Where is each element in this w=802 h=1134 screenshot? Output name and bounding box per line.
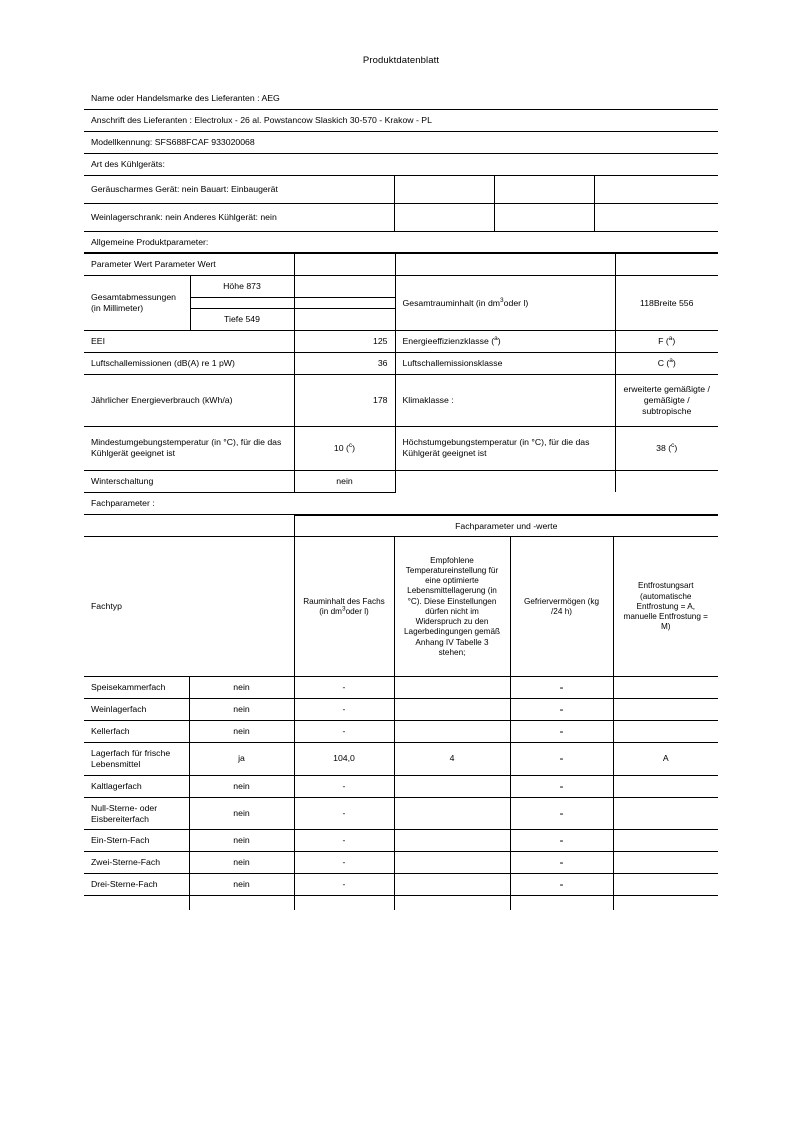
page-title: Produktdatenblatt <box>362 55 440 66</box>
table-row <box>84 830 718 852</box>
compartment-type: Zwei-Sterne-Fach <box>84 852 189 874</box>
winter-label: Winterschaltung <box>84 470 294 492</box>
compartment-volume: - <box>294 699 394 721</box>
compartment-defrost <box>613 721 718 743</box>
dimensions-empty-1 <box>294 276 395 298</box>
compartment-freezing-capacity <box>510 896 613 910</box>
compartment-present: nein <box>189 721 294 743</box>
cell-empty-2 <box>494 175 594 203</box>
compartment-defrost <box>613 699 718 721</box>
general-heading: Allgemeine Produktparameter: <box>84 231 718 253</box>
quiet-and-built-in: Geräuscharmes Gerät: nein Bauart: Einbaugerät <box>84 175 394 203</box>
min-temp-value-tail: ) <box>352 442 356 453</box>
compartment-volume: 104,0 <box>294 743 394 776</box>
table-row <box>84 743 718 776</box>
table-row <box>84 874 718 896</box>
col-header-volume <box>294 537 394 677</box>
col-header-defrost-type: Entfrostungsart (automatische Entfrostung = A, manuelle Entfrostung = M) <box>613 537 718 677</box>
compartment-present: nein <box>189 699 294 721</box>
energy-class-label-tail: ) <box>497 336 501 346</box>
compartment-volume <box>294 896 394 910</box>
compartment-defrost <box>613 677 718 699</box>
total-volume-label-text: Gesamtrauminhalt (in dm <box>402 297 501 308</box>
winter-row <box>84 470 718 492</box>
compartment-defrost <box>613 830 718 852</box>
compartment-temperature <box>394 874 510 896</box>
compartment-defrost: A <box>613 743 718 776</box>
supplier-name-row <box>84 88 718 109</box>
compartment-temperature <box>394 677 510 699</box>
compartment-type: Speisekammerfach <box>84 677 189 699</box>
compartment-type: Ein-Stern-Fach <box>84 830 189 852</box>
energy-class-value-tail: ) <box>672 336 676 346</box>
compartment-header-row <box>84 537 718 677</box>
compartment-type: Weinlagerfach <box>84 699 189 721</box>
compartment-defrost <box>613 775 718 797</box>
table-row <box>84 677 718 699</box>
noise-class-value <box>615 352 718 374</box>
compartment-freezing-capacity: - <box>510 677 613 699</box>
general-parameters-table <box>84 253 718 514</box>
noise-label: Luftschallemissionen (dB(A) re 1 pW) <box>84 352 294 374</box>
compartment-freezing-capacity: - <box>510 721 613 743</box>
compartment-present: nein <box>189 677 294 699</box>
compartment-temperature <box>394 721 510 743</box>
compartments-heading: Fachparameter : <box>84 492 718 514</box>
dimensions-label: Gesamtabmessungen (in Millimeter) <box>84 276 190 331</box>
cell-empty-6 <box>594 203 718 231</box>
compartment-group-empty-2 <box>189 515 294 537</box>
compartment-type <box>84 896 189 910</box>
compartment-present <box>189 896 294 910</box>
compartment-volume: - <box>294 775 394 797</box>
compartment-group-header: Fachparameter und -werte <box>294 515 718 537</box>
compartment-group-empty <box>84 515 189 537</box>
compartment-temperature <box>394 699 510 721</box>
energy-class-label <box>395 331 615 353</box>
compartment-present: nein <box>189 874 294 896</box>
general-heading-row <box>84 231 718 253</box>
col-header-type: Fachtyp <box>84 537 294 677</box>
total-volume-label-sup: 3 <box>500 296 504 304</box>
climate-class-label: Klimaklasse : <box>395 374 615 426</box>
param-header-empty-2 <box>395 254 615 276</box>
compartment-freezing-capacity: - <box>510 699 613 721</box>
compartment-freezing-capacity: - <box>510 797 613 830</box>
noise-class-value-tail: ) <box>672 357 676 368</box>
param-header-empty-3 <box>615 254 718 276</box>
eei-value: 125 <box>294 331 395 353</box>
table-row <box>84 852 718 874</box>
total-volume-value: 118Breite 556 <box>615 276 718 331</box>
compartment-present: ja <box>189 743 294 776</box>
param-header: Parameter Wert Parameter Wert <box>84 254 294 276</box>
appliance-type-heading-row <box>84 153 718 175</box>
table-row <box>84 775 718 797</box>
width-value <box>190 298 294 309</box>
compartment-present: nein <box>189 797 294 830</box>
compartment-temperature <box>394 852 510 874</box>
height-value: Höhe 873 <box>190 276 294 298</box>
eei-row <box>84 331 718 353</box>
winter-value: nein <box>294 470 395 492</box>
min-temp-value-sup: c <box>348 441 353 449</box>
compartment-table <box>84 515 718 910</box>
table-row <box>84 699 718 721</box>
energy-class-value <box>615 331 718 353</box>
compartment-freezing-capacity: - <box>510 743 613 776</box>
compartment-temperature <box>394 830 510 852</box>
compartment-temperature: 4 <box>394 743 510 776</box>
appliance-type-row-1 <box>84 175 718 203</box>
col-header-volume-sup: 3 <box>341 605 346 613</box>
min-temp-value-text: 10 ( <box>333 442 349 453</box>
compartment-type: Null-Sterne- oder Eisbereiterfach <box>84 797 189 830</box>
dimensions-empty-3 <box>294 309 395 331</box>
compartment-type: Lagerfach für frische Lebensmittel <box>84 743 189 776</box>
param-header-row <box>84 254 718 276</box>
energy-class-label-text: Energieeffizienzklasse ( <box>402 336 495 346</box>
col-header-freezing-capacity: Gefriervermögen (kg /24 h) <box>510 537 613 677</box>
compartment-temperature <box>394 896 510 910</box>
model-row <box>84 131 718 153</box>
noise-class-label: Luftschallemissionsklasse <box>395 352 615 374</box>
compartment-defrost <box>613 874 718 896</box>
cell-empty-1 <box>394 175 494 203</box>
compartment-temperature <box>394 797 510 830</box>
compartment-volume: - <box>294 874 394 896</box>
max-temp-value-text: 38 ( <box>656 442 672 453</box>
compartment-freezing-capacity: - <box>510 830 613 852</box>
compartment-present: nein <box>189 830 294 852</box>
col-header-volume-tail: oder l) <box>345 606 369 616</box>
compartment-defrost <box>613 896 718 910</box>
energy-class-label-sup: a <box>494 335 498 343</box>
total-volume-label-tail: oder l) <box>503 297 529 308</box>
compartment-type: Kaltlagerfach <box>84 775 189 797</box>
cell-empty-5 <box>494 203 594 231</box>
compartments-heading-row <box>84 492 718 514</box>
supplier-address: Anschrift des Lieferanten : Electrolux - 26 al. Powstancow Slaskich 30-570 - Krakow - PL <box>84 109 718 131</box>
max-temp-label: Höchstumgebungstemperatur (in °C), für die das Kühlgerät geeignet ist <box>395 426 615 470</box>
max-temp-value-sup: c <box>671 441 675 449</box>
compartment-volume: - <box>294 797 394 830</box>
annual-energy-row <box>84 374 718 426</box>
compartment-type: Kellerfach <box>84 721 189 743</box>
supplier-table <box>84 88 718 253</box>
noise-value: 36 <box>294 352 395 374</box>
max-temp-value <box>615 426 718 470</box>
compartment-temperature <box>394 775 510 797</box>
noise-class-value-sup: a <box>669 356 673 364</box>
cell-empty-3 <box>594 175 718 203</box>
compartment-group-header-row <box>84 515 718 537</box>
compartment-defrost <box>613 797 718 830</box>
table-row <box>84 721 718 743</box>
noise-class-value-text: C ( <box>657 357 670 368</box>
min-temp-value <box>294 426 395 470</box>
compartment-defrost <box>613 852 718 874</box>
compartment-volume: - <box>294 721 394 743</box>
param-header-empty-1 <box>294 254 395 276</box>
annual-energy-value: 178 <box>294 374 395 426</box>
compartment-freezing-capacity: - <box>510 852 613 874</box>
winter-empty-2 <box>615 470 718 492</box>
compartment-present: nein <box>189 852 294 874</box>
eei-label: EEI <box>84 331 294 353</box>
compartment-freezing-capacity: - <box>510 874 613 896</box>
supplier-name: Name oder Handelsmarke des Lieferanten : AEG <box>84 88 718 109</box>
total-volume-label <box>395 276 615 331</box>
dimensions-height-row <box>84 276 718 298</box>
energy-class-value-sup: a <box>668 335 673 343</box>
dimensions-empty-2 <box>294 298 395 309</box>
depth-value: Tiefe 549 <box>190 309 294 331</box>
energy-class-value-text: F ( <box>658 336 669 346</box>
table-row-partial <box>84 896 718 910</box>
compartment-volume: - <box>294 852 394 874</box>
compartment-volume: - <box>294 830 394 852</box>
supplier-address-row <box>84 109 718 131</box>
compartment-volume: - <box>294 677 394 699</box>
temperature-range-row <box>84 426 718 470</box>
annual-energy-label: Jährlicher Energieverbrauch (kWh/a) <box>84 374 294 426</box>
max-temp-value-tail: ) <box>674 442 678 453</box>
wine-and-other: Weinlagerschrank: nein Anderes Kühlgerät: nein <box>84 203 394 231</box>
col-header-volume-text: Rauminhalt des Fachs (in dm <box>303 596 385 616</box>
appliance-type-heading: Art des Kühlgeräts: <box>84 153 718 175</box>
compartment-freezing-capacity: - <box>510 775 613 797</box>
min-temp-label: Mindestumgebungstemperatur (in °C), für die das Kühlgerät geeignet ist <box>84 426 294 470</box>
col-header-temperature: Empfohlene Temperatureinstellung für eine optimierte Lebensmittellagerung (in °C). Diese Einstellungen dürfen nicht im Widerspruch zu den Lagerbedingungen gemäß Anhang IV Tabelle 3 stehen; <box>394 537 510 677</box>
cell-empty-4 <box>394 203 494 231</box>
model-id: Modellkennung: SFS688FCAF 933020068 <box>84 131 718 153</box>
noise-row <box>84 352 718 374</box>
climate-class-value: erweiterte gemäßigte / gemäßigte / subtropische <box>615 374 718 426</box>
compartment-present: nein <box>189 775 294 797</box>
winter-empty-1 <box>395 470 615 492</box>
appliance-type-row-2 <box>84 203 718 231</box>
table-row <box>84 797 718 830</box>
compartment-type: Drei-Sterne-Fach <box>84 874 189 896</box>
